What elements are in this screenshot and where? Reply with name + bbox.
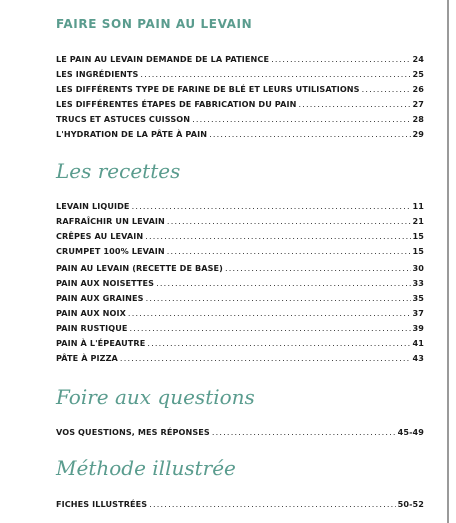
toc-entry[interactable] bbox=[56, 84, 424, 94]
dot-leader bbox=[212, 427, 396, 437]
toc-entry-page: 39 bbox=[412, 323, 424, 333]
toc-entry-page: 45-49 bbox=[397, 427, 424, 437]
dot-leader bbox=[225, 263, 411, 273]
toc-entry-label: LES INGRÉDIENTS bbox=[56, 69, 139, 79]
toc-entry[interactable] bbox=[56, 323, 424, 333]
dot-leader bbox=[130, 323, 411, 333]
toc-entry-page: 29 bbox=[412, 129, 424, 139]
dot-leader bbox=[156, 278, 410, 288]
toc-entry-page: 24 bbox=[412, 54, 424, 64]
toc-entry[interactable] bbox=[56, 69, 424, 79]
toc-entry[interactable] bbox=[56, 129, 424, 139]
toc-entry-page: 30 bbox=[412, 263, 424, 273]
toc-entry[interactable] bbox=[56, 293, 424, 303]
page-edge-line bbox=[447, 0, 449, 523]
heading-les-recettes: Les recettes bbox=[56, 159, 181, 183]
toc-entry[interactable] bbox=[56, 114, 424, 124]
toc-entry[interactable] bbox=[56, 216, 424, 226]
toc-entry-label: PAIN AUX GRAINES bbox=[56, 293, 144, 303]
toc-entry-page: 41 bbox=[412, 338, 424, 348]
toc-entry-page: 25 bbox=[412, 69, 424, 79]
toc-entry[interactable] bbox=[56, 263, 424, 273]
toc-entry-page: 21 bbox=[412, 216, 424, 226]
dot-leader bbox=[128, 308, 411, 318]
toc-entry-page: 27 bbox=[412, 99, 424, 109]
toc-entry-label: PAIN RUSTIQUE bbox=[56, 323, 128, 333]
toc-entry-label: FICHES ILLUSTRÉES bbox=[56, 499, 148, 509]
toc-entry[interactable] bbox=[56, 278, 424, 288]
toc-entry-page: 33 bbox=[412, 278, 424, 288]
toc-entry[interactable] bbox=[56, 499, 424, 509]
toc-entry-label: PAIN AUX NOIX bbox=[56, 308, 126, 318]
toc-entry-page: 26 bbox=[412, 84, 424, 94]
toc-entry-label: PAIN À L'ÉPEAUTRE bbox=[56, 338, 146, 348]
toc-entry[interactable] bbox=[56, 99, 424, 109]
section-title-faire-son-pain: FAIRE SON PAIN AU LEVAIN bbox=[56, 17, 253, 31]
toc-entry-page: 15 bbox=[412, 231, 424, 241]
toc-entry-label: PÂTE À PIZZA bbox=[56, 353, 118, 363]
toc-entry-label: LE PAIN AU LEVAIN DEMANDE DE LA PATIENCE bbox=[56, 54, 270, 64]
toc-entry-label: CRUMPET 100% LEVAIN bbox=[56, 246, 165, 256]
toc-entry-page: 15 bbox=[412, 246, 424, 256]
toc-entry-page: 28 bbox=[412, 114, 424, 124]
toc-entry-page: 35 bbox=[412, 293, 424, 303]
toc-entry-label: TRUCS ET ASTUCES CUISSON bbox=[56, 114, 191, 124]
dot-leader bbox=[149, 499, 395, 509]
toc-entry[interactable] bbox=[56, 308, 424, 318]
toc-entry-label: LES DIFFÉRENTS TYPE DE FARINE DE BLÉ ET LEURS UTILISATIONS bbox=[56, 84, 360, 94]
dot-leader bbox=[271, 54, 410, 64]
toc-entry-label: PAIN AUX NOISETTES bbox=[56, 278, 155, 288]
toc-entry[interactable] bbox=[56, 246, 424, 256]
toc-entry[interactable] bbox=[56, 427, 424, 437]
dot-leader bbox=[120, 353, 411, 363]
dot-leader bbox=[362, 84, 411, 94]
toc-entry-label: LES DIFFÉRENTES ÉTAPES DE FABRICATION DU PAIN bbox=[56, 99, 297, 109]
toc-entry[interactable] bbox=[56, 338, 424, 348]
toc-entry[interactable] bbox=[56, 201, 424, 211]
dot-leader bbox=[147, 338, 410, 348]
toc-entry-label: L'HYDRATION DE LA PÂTE À PAIN bbox=[56, 129, 208, 139]
toc-entry-page: 37 bbox=[412, 308, 424, 318]
toc-entry-label: PAIN AU LEVAIN (RECETTE DE BASE) bbox=[56, 263, 223, 273]
toc-entry-label: CRÊPES AU LEVAIN bbox=[56, 231, 144, 241]
toc-entry-page: 50-52 bbox=[397, 499, 424, 509]
toc-entry-label: VOS QUESTIONS, MES RÉPONSES bbox=[56, 427, 210, 437]
toc-entry[interactable] bbox=[56, 353, 424, 363]
dot-leader bbox=[145, 231, 410, 241]
dot-leader bbox=[167, 216, 411, 226]
toc-entry[interactable] bbox=[56, 54, 424, 64]
dot-leader bbox=[209, 129, 410, 139]
dot-leader bbox=[146, 293, 411, 303]
toc-entry-page: 43 bbox=[412, 353, 424, 363]
dot-leader bbox=[167, 246, 411, 256]
dot-leader bbox=[140, 69, 410, 79]
toc-entry-page: 11 bbox=[412, 201, 424, 211]
dot-leader bbox=[298, 99, 410, 109]
dot-leader bbox=[132, 201, 411, 211]
toc-entry-label: LEVAIN LIQUIDE bbox=[56, 201, 130, 211]
toc-entry-label: RAFRAÎCHIR UN LEVAIN bbox=[56, 216, 165, 226]
heading-foire-aux-questions: Foire aux questions bbox=[56, 385, 255, 409]
dot-leader bbox=[192, 114, 410, 124]
heading-methode-illustree: Méthode illustrée bbox=[56, 456, 236, 480]
toc-entry[interactable] bbox=[56, 231, 424, 241]
